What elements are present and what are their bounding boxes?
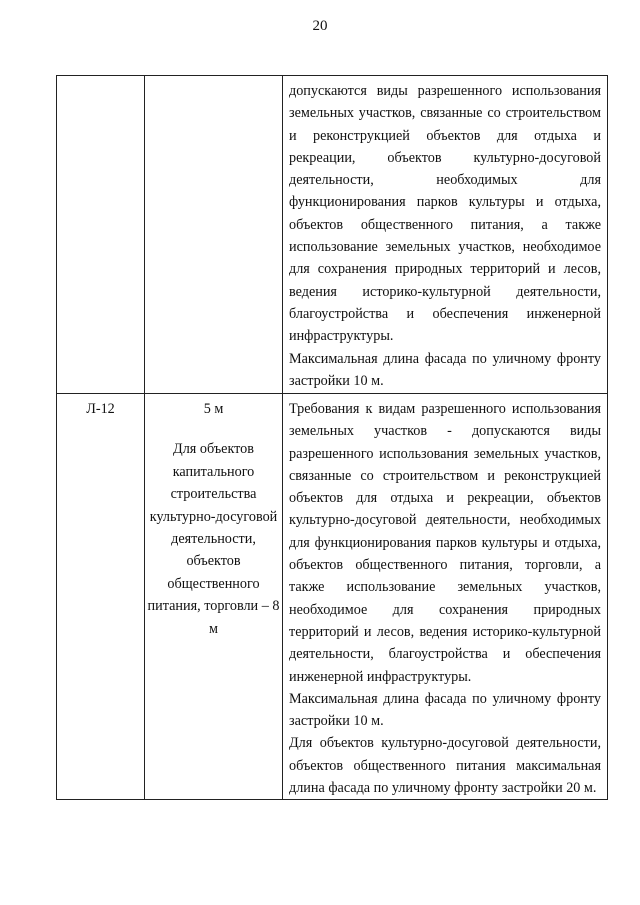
table-row bbox=[57, 76, 608, 394]
page-number: 20 bbox=[312, 18, 328, 34]
requirements-paragraph: Требования к видам разрешенного использования земельных участков - допускаются виды разрешенного использования земельных участков, связанные со строительством и реконструкцией объектов для отдыха и рекреации, объектов культурно-досуговой деятельности, необходимых для функционирования парков культуры и отдыха, объектов общественного питания, торговли, а также использование земельных участков, необходимое для сохранения природных территорий и лесов, ведения историко-культурной деятельности, благоустройства и обеспечения инженерной инфраструктуры. bbox=[289, 401, 601, 685]
requirements-paragraph: Максимальная длина фасада по уличному фронту застройки 10 м. bbox=[289, 350, 601, 389]
requirements-paragraph: Максимальная длина фасада по уличному фронту застройки 10 м. bbox=[289, 690, 601, 730]
zone-code-cell: Л-12 bbox=[57, 394, 145, 800]
height-param-note: Для объектов капитального строительства культурно-досуговой деятельности, объектов общественного питания, торговли – 8 м bbox=[147, 441, 280, 637]
height-param-cell bbox=[145, 76, 283, 394]
max-height-value: 5 м bbox=[203, 401, 224, 417]
requirements-cell bbox=[283, 76, 608, 394]
zone-code-cell bbox=[57, 76, 145, 394]
regulations-table bbox=[56, 75, 608, 800]
height-param-cell bbox=[145, 394, 283, 800]
requirements-cell bbox=[283, 394, 608, 800]
table-row bbox=[57, 394, 608, 800]
requirements-paragraph: допускаются виды разрешенного использования земельных участков, связанные со строительством и реконструкцией объектов для отдыха и рекреации, объектов культурно-досуговой деятельности, необходимых для функционирования парков культуры и отдыха, объектов общественного питания, а также использование земельных участков, необходимое для сохранения природных территорий и лесов, ведения историко-культурной деятельности, благоустройства и обеспечения инженерной инфраструктуры. bbox=[289, 83, 601, 345]
requirements-paragraph: Для объектов культурно-досуговой деятельности, объектов общественного питания максимальная длина фасада по уличному фронту застройки 20 м. bbox=[289, 735, 601, 797]
